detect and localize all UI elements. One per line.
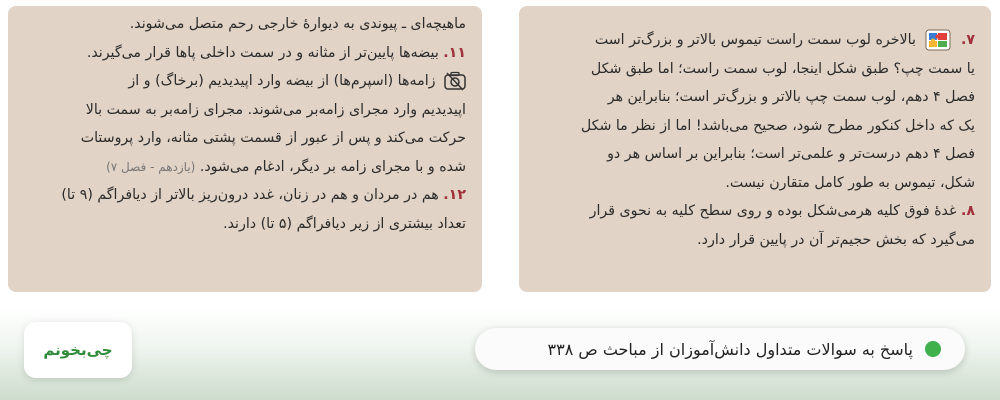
question-8-line-2: می‌گیرد که بخش حجیم‌تر آن در پایین قرار دارد. [697, 231, 975, 248]
question-7-line-2: یا سمت چپ؟ طبق شکل اینجا، لوب سمت راست؛ اما طبق شکل [590, 60, 975, 77]
caption-banner [475, 328, 965, 370]
camera-note-line-2: اپیدیدیم وارد مجرای زامه‌بر می‌شوند. مجرای زامه‌بر به سمت بالا [85, 101, 466, 118]
green-dot-icon [925, 341, 941, 357]
footer-area [0, 306, 1000, 400]
camera-note-line-1: زامه‌ها (اسپرم‌ها) از بیضه وارد اپیدیدیم (برخاگ) و از [128, 73, 436, 89]
camera-note [22, 67, 466, 181]
puzzle-icon [924, 28, 952, 52]
question-12-line-1: هم در مردان و هم در زنان، غدد درون‌ریز بالاتر از دیافراگم (۹ تا) [61, 187, 439, 203]
question-7-line-3: فصل ۴ دهم، لوب سمت چپ بالاتر و بزرگ‌تر است؛ بنابراین هر [607, 89, 975, 105]
chapter-reference: (یازدهم - فصل ۷) [106, 159, 196, 174]
camera-note-line-4: شده و با مجرای زامه بر دیگر، ادغام می‌شود. [199, 158, 466, 175]
camera-icon [444, 71, 466, 91]
question-11-text: بیضه‌ها پایین‌تر از مثانه و در سمت داخلی پاها قرار می‌گیرند. [86, 44, 439, 61]
question-7 [535, 26, 975, 197]
question-7-line-4: یک که داخل کنکور مطرح شود، صحیح می‌باشد! اما از نظر ما شکل [580, 117, 975, 134]
question-11-number: ۱۱. [443, 44, 466, 61]
question-8 [535, 197, 975, 254]
answer-card-right [519, 6, 991, 292]
continuation-line: ماهیچه‌ای ـ پیوندی به دیوارهٔ خارجی رحم متصل می‌شوند. [129, 16, 466, 32]
question-7-line-6: شکل، تیموس به طور کامل متقارن نیست. [725, 174, 975, 191]
question-12-number: ۱۲. [443, 187, 466, 203]
camera-note-line-3: حرکت می‌کند و پس از عبور از قسمت پشتی مثانه، وارد پروستات [80, 130, 466, 146]
question-11 [22, 39, 466, 68]
question-8-number: ۸. [960, 203, 975, 219]
question-12-line-2: تعداد بیشتری از زیر دیافراگم (۵ تا) دارند. [223, 215, 466, 232]
question-12 [22, 181, 466, 238]
answer-card-left [8, 6, 482, 292]
question-7-number: ۷. [960, 32, 975, 48]
caption-text: پاسخ به سوالات متداول دانش‌آموزان از مباحث ص ۳۳۸ [547, 339, 913, 359]
question-7-line-5: فصل ۴ دهم درست‌تر و علمی‌تر است؛ بنابراین بر اساس هر دو [607, 146, 975, 162]
question-7-line-1: بالاخره لوب سمت راست تیموس بالاتر و بزرگ‌تر است [594, 32, 916, 48]
question-8-line-1: غدهٔ فوق کلیه هرمی‌شکل بوده و روی سطح کلیه به نحوی قرار [589, 203, 957, 219]
site-logo[interactable] [24, 322, 132, 378]
logo-text: چی‌بخونم [43, 341, 113, 359]
